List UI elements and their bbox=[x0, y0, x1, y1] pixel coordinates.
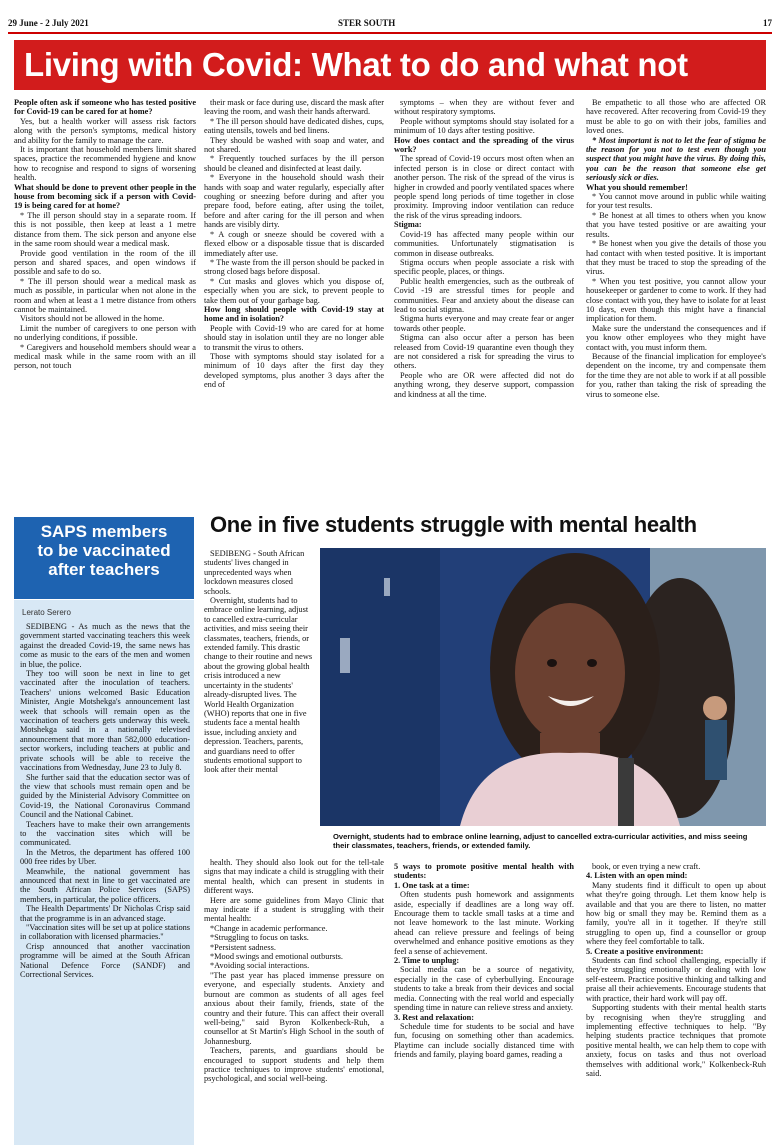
paragraph: Many students find it difficult to open up about what they're going through. Let them know help is available and that you are there to listen, no matter how big or small they may be. Remind them as a family, you're all in it together. If they're still struggling to open up, find a counsellor or group where they feel comfortable to talk. bbox=[586, 880, 766, 947]
paragraph: In the Metros, the department has offered 100 000 free rides by Uber. bbox=[20, 847, 190, 867]
paragraph: Social media can be a source of negativity, especially in the case of cyberbullying. Encourage students to take a break from their devices and social media. Connecting with the real world and especially spending time in nature can relieve stress and anxiety. bbox=[394, 965, 574, 1013]
saps-article-body bbox=[20, 622, 190, 1142]
paragraph: The Health Departments' Dr Nicholas Crisp said that the programme is in an advanced stage. bbox=[20, 904, 190, 923]
subheading: What should be done to prevent other people in the house from becoming sick if a person with Covid-19 is being cared for at home? bbox=[14, 182, 196, 211]
covid-headline: Living with Covid: What to do and what not bbox=[14, 40, 766, 90]
photo-caption: Overnight, students had to embrace online learning, adjust to cancelled extra-curricular activities, and miss seeing their classmates, teachers, friends, or extended family. bbox=[333, 832, 748, 850]
paragraph: Crisp announced that another vaccination programme will be aimed at the South African National Defence Force (SANDF) and Correctional Services. bbox=[20, 941, 190, 980]
paragraph: Limit the number of caregivers to one person with no underlying conditions, if possible. bbox=[14, 323, 196, 343]
paragraph: symptoms – when they are without fever and without respiratory symptoms. bbox=[394, 98, 574, 117]
covid-column-4 bbox=[586, 98, 766, 510]
paragraph: * Be honest when you give the details of those you had contact with when tested positive. It is important that they must be traced to stop the spreading of the virus. bbox=[586, 239, 766, 277]
saps-byline: Lerato Serero bbox=[22, 608, 71, 617]
paragraph: book, or even trying a new craft. bbox=[592, 862, 701, 871]
saps-title-line-1: SAPS members bbox=[40, 522, 168, 541]
paragraph: Students can find school challenging, especially if they're struggling emotionally or dealing with low self-esteem. Practice positive thinking and talking and praise all their achievements. Encourage students that with practice, their hard work will pay off. bbox=[586, 956, 766, 1003]
paragraph: * Everyone in the household should wash their hands with soap and water regularly, especially after coughing or sneezing before during and after you prepare food, before eating, after using the toilet, before and after caring for the ill person and when hands are visibly dirty. bbox=[204, 173, 384, 230]
paragraph: The spread of Covid-19 occurs most often when an infected person is in close or direct contact with another person. The risk of the spread of the virus is higher in crowded and poorly ventilated spaces where people spend long periods of time together in close proximity. Improving indoor ventilation can reduce the risk of the virus spreading indoors. bbox=[394, 154, 574, 220]
paragraph: Supporting students with their mental health starts by recognising when they're struggling and implementing effective techniques to help. "By helping students practice techniques that promote positive mental health, we can help them to cope with anxiety, focus on tasks and thus not overload themselves with additional work," Kolkenbeck-Ruh said. bbox=[586, 1003, 766, 1078]
saps-title-line-2: to be vaccinated bbox=[37, 541, 171, 560]
paragraph: People without symptoms should stay isolated for a minimum of 10 days after testing positive. bbox=[394, 116, 574, 136]
paragraph: * The waste from the ill person should be packed in strong closed bags before disposal. bbox=[204, 257, 384, 277]
paragraph: Meanwhile, the national government has announced that next in line to get vaccinated are the South African Police Services (SAPS) members, in particular, the police officers. bbox=[20, 866, 190, 904]
paragraph: * The ill person should stay in a separate room. If this is not possible, then keep at least a 1 metre distance from them. The sick person and anyone else in the same room should wear a medical mask. bbox=[14, 210, 196, 249]
paragraph: Be empathetic to all those who are affected OR have recovered. After recovering from Covid-19 they must be able to go on with their jobs, families and loved ones. bbox=[586, 98, 766, 136]
student-photo bbox=[320, 548, 766, 826]
saps-headline bbox=[14, 517, 194, 599]
paragraph: They too will soon be next in line to get vaccinated after the inoculation of teachers. Teachers' unions welcomed Basic Education Minister, Angie Motshekga's announcement last week that schools will remain open as the vaccination of teachers gets underway this week. Motshekga said in a nationally televised announcement that more than 582,000 education-sector workers, including teachers at public and private schools will be able to receive the vaccinations from Wednesday, June 23 to July 8. bbox=[20, 669, 190, 773]
paragraph: Provide good ventilation in the room of the ill person and shared spaces, and open windows if possible and safe to do so. bbox=[14, 248, 196, 277]
subheading: How does contact and the spreading of the virus work? bbox=[394, 135, 574, 155]
paragraph: Stigma can also occur after a person has been released from Covid-19 quarantine even though they are not considered a risk for spreading the virus to others. bbox=[394, 333, 574, 371]
subheading: 1. One task at a time: bbox=[394, 880, 470, 890]
paragraph: "Vaccination sites will be set up at police stations in collaboration with licensed pharmacies." bbox=[20, 923, 190, 942]
paragraph: SEDIBENG - South African students' lives changed in unprecedented ways when lockdown measures closed schools. bbox=[204, 549, 305, 596]
covid-column-3 bbox=[394, 98, 574, 510]
paragraph: Make sure the understand the consequences and if you know other employees who they might have contact with, you must inform them. bbox=[586, 323, 766, 352]
mental-health-column-a bbox=[204, 549, 314, 855]
mental-health-column-b bbox=[204, 858, 384, 1142]
paragraph: *Mood swings and emotional outbursts. bbox=[210, 952, 343, 962]
paragraph: * Most important is not to let the fear of stigma be the reason for you not to test even though you suspect that you might have the virus. By doing this, you can be the reason that someone else get seriously sick or dies. bbox=[586, 135, 766, 183]
paragraph: *Struggling to focus on tasks. bbox=[210, 933, 309, 943]
page-number: 17 bbox=[763, 18, 772, 28]
paragraph: "The past year has placed immense pressure on everyone, and especially students. Anxiety and burnout are common as students of all ages feel anxious about their family, friends, state of the country and their future. This can affect their overall well-being," said Byron Kolkenbeck-Ruh, a counsellor at St Martin's High School in the south of Johannesburg. bbox=[204, 970, 384, 1046]
mental-health-headline: One in five students struggle with mental health bbox=[210, 512, 697, 537]
paragraph: People with Covid-19 who are cared for at home should stay in isolation until they are no longer able to transmit the virus to others. bbox=[204, 323, 384, 352]
paragraph: *Persistent sadness. bbox=[210, 942, 276, 952]
covid-column-2 bbox=[204, 98, 384, 510]
paragraph: * The ill person should have dedicated dishes, cups, eating utensils, towels and bed linens. bbox=[204, 116, 384, 136]
subheading: 2. Time to unplug: bbox=[394, 956, 460, 966]
subheading: 4. Listen with an open mind: bbox=[586, 871, 688, 881]
subheading: What you should remember! bbox=[586, 182, 688, 192]
paragraph: *Change in academic performance. bbox=[210, 923, 328, 933]
covid-column-1 bbox=[14, 98, 196, 510]
paragraph: health. They should also look out for the tell-tale signs that may indicate a child is struggling with their mental health, which can present in students in different ways. bbox=[204, 858, 384, 896]
paragraph: their mask or face during use, discard the mask after leaving the room, and wash their hands afterward. bbox=[204, 98, 384, 117]
paragraph: Often students push homework and assignments aside, especially if deadlines are a long way off. Encourage them to tackle small tasks at a time and not leave homework to the last minute. Working ahead can relieve pressure and feelings of being overwhelmed and enhance positive emotions as they feel a sense of achievement. bbox=[394, 890, 574, 956]
paragraph: * A cough or sneeze should be covered with a flexed elbow or a disposable tissue that is discarded immediately after use. bbox=[204, 229, 384, 258]
page-header bbox=[8, 14, 772, 34]
paragraph: Because of the financial implication for employee's dependent on the income, try and compensate them for the time they are not able to work if at all possible for you, rather than taking the risk of spreading the virus to someone else. bbox=[586, 351, 766, 399]
paragraph: Teachers, parents, and guardians should be encouraged to support students and help them practice techniques to improve students' emotional, psychological, and social well-being. bbox=[204, 1046, 384, 1084]
paragraph: * Be honest at all times to others when you know that you have tested positive or are awaiting your results. bbox=[586, 210, 766, 239]
paragraph: * Cut masks and gloves which you dispose of, especially when you are sick, to prevent people to take them out of your garbage bag. bbox=[204, 276, 384, 305]
mental-health-column-d bbox=[586, 862, 766, 1142]
paragraph: * Caregivers and household members should wear a medical mask while in the same room with an ill person, not touch bbox=[14, 342, 196, 371]
paragraph: * The ill person should wear a medical mask as much as possible, in particular when not alone in the room and when at least a 1 metre distance from others cannot be maintained. bbox=[14, 276, 196, 314]
paper-name: STER SOUTH bbox=[338, 18, 396, 28]
paragraph: * When you test positive, you cannot allow your housekeeper or gardener to come to work. If they had close contact with you, they have to isolate for at least 10 days, even though this might have a financial implication for them. bbox=[586, 276, 766, 324]
paragraph: Schedule time for students to be social and have fun, focusing on something other than academics. Playtime can include socially distanced time with friends and family, playing board games, reading a bbox=[394, 1021, 574, 1060]
subheading: Stigma: bbox=[394, 220, 422, 230]
mental-health-column-c bbox=[394, 862, 574, 1142]
paragraph: Covid-19 has affected many people within our communities. Unfortunately stigmatisation is common in disease outbreaks. bbox=[394, 229, 574, 258]
paragraph: Stigma occurs when people associate a risk with specific people, places, or things. bbox=[394, 257, 574, 277]
paragraph: Yes, but a health worker will assess risk factors along with the person's symptoms, medical history and ability for the family to manage the care. bbox=[14, 116, 196, 145]
subheading: 5 ways to promote positive mental health with students: bbox=[394, 862, 574, 881]
paragraph: It is important that household members limit shared spaces, practice the recommended hygiene and know how to recognise and respond to signs of worsening health. bbox=[14, 145, 196, 183]
student-illustration bbox=[320, 548, 766, 826]
paragraph: SEDIBENG - As much as the news that the government started vaccinating teachers this week against the dreaded Covid-19, the same news has come as music to the ears of the men and women in blue, the police. bbox=[20, 622, 190, 669]
subheading: 3. Rest and relaxation: bbox=[394, 1012, 475, 1022]
paragraph: * Frequently touched surfaces by the ill person should be cleaned and disinfected at least daily. bbox=[204, 154, 384, 173]
paragraph: People who are OR were affected did not do anything wrong, they deserve support, compassion and kindness at all the time. bbox=[394, 370, 574, 399]
saps-title-line-3: after teachers bbox=[48, 560, 160, 579]
paragraph: Visitors should not be allowed in the home. bbox=[20, 314, 165, 324]
paragraph: Those with symptoms should stay isolated for a minimum of 10 days after the first day they developed symptoms, plus another 3 days after the end of bbox=[204, 351, 384, 390]
paragraph: They should be washed with soap and water, and not shared. bbox=[204, 135, 384, 155]
subheading: People often ask if someone who has tested positive for Covid-19 can be cared for at home? bbox=[14, 98, 196, 117]
paragraph: Teachers have to make their own arrangements to the vaccination sites which will be communicated. bbox=[20, 819, 190, 848]
paragraph: Public health emergencies, such as the outbreak of Covid -19 are stressful times for people and communities. Fear and anxiety about the disease can lead to social stigma. bbox=[394, 276, 574, 314]
paragraph: Stigma hurts everyone and may create fear or anger towards other people. bbox=[394, 314, 574, 333]
subheading: How long should people with Covid-19 stay at home and in isolation? bbox=[204, 304, 384, 324]
paragraph: Here are some guidelines from Mayo Clinic that may indicate if a student is struggling with their mental health: bbox=[204, 895, 384, 924]
paragraph: She further said that the education sector was of the view that schools must remain open and be guided by the Ministerial Advisory Committee on Covid-19, the National Coronavirus Command Council and the National Cabinet. bbox=[20, 772, 190, 820]
paragraph: *Avoiding social interactions. bbox=[210, 961, 310, 971]
subheading: 5. Create a positive environment: bbox=[586, 946, 704, 956]
paragraph: Overnight, students had to embrace online learning, adjust to cancelled extra-curricular activities, and miss seeing their classmates, teachers, friends, or extended family. This drastic change to their routine and news about the growing global health crisis introduced a new uncertainty in the students' already-disrupted lives. The World Health Organization (WHO) reports that one in five students face a mental health issue, including anxiety and depression. Teachers, parents, and guardians need to offer students emotional support to look after their mental bbox=[204, 596, 313, 775]
paragraph: * You cannot move around in public while waiting for your test results. bbox=[586, 192, 766, 211]
issue-date: 29 June - 2 July 2021 bbox=[8, 18, 89, 28]
